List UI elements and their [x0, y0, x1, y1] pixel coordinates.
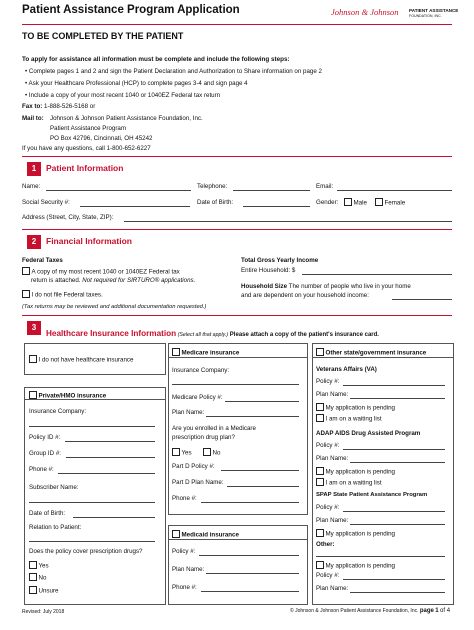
- other-heading: Other:: [316, 541, 335, 548]
- page-label: page: [419, 608, 434, 614]
- medicare-checkbox[interactable]: [172, 348, 180, 356]
- medicare-option[interactable]: [172, 348, 239, 357]
- medicaid-checkbox[interactable]: [172, 530, 180, 538]
- partd-yes-checkbox[interactable]: [172, 448, 180, 456]
- va-heading: Veterans Affairs (VA): [316, 366, 377, 373]
- va-pending-label: My application is pending: [325, 404, 395, 412]
- address-field[interactable]: [124, 221, 452, 222]
- select-all-note: (Select all that apply.): [176, 332, 229, 338]
- questions-text: If you have any questions, call 1-800-652-6227: [22, 145, 151, 152]
- adap-heading: ADAP AIDS Drug Assisted Program: [316, 430, 421, 437]
- adap-pending-option[interactable]: [316, 467, 395, 476]
- medicaid-policy-field[interactable]: [199, 555, 299, 556]
- section-number: 2: [27, 235, 41, 249]
- ssn-field[interactable]: [80, 206, 190, 207]
- medicaid-label: Medicaid insurance: [181, 531, 239, 539]
- tax-copy-label-line2: [31, 277, 195, 285]
- box-divider: [168, 357, 308, 358]
- partd-policy-field[interactable]: [221, 470, 299, 471]
- adap-plan-label: Plan Name:: [316, 455, 349, 462]
- spap-pending-label: My application is pending: [325, 530, 395, 538]
- partd-no-option[interactable]: [203, 448, 220, 457]
- telephone-label: Telephone:: [197, 183, 228, 190]
- rx-unsure-option[interactable]: [29, 586, 58, 595]
- revised-date: Revised: July 2018: [22, 609, 65, 615]
- medicare-company-field[interactable]: [172, 384, 299, 385]
- private-hmo-checkbox[interactable]: [29, 391, 37, 399]
- dob-field[interactable]: [243, 206, 310, 207]
- no-file-option[interactable]: [22, 290, 103, 299]
- page-total: of 4: [440, 608, 451, 614]
- rx-yes-option[interactable]: [29, 561, 49, 570]
- rx-yes-checkbox[interactable]: [29, 561, 37, 569]
- adap-waiting-checkbox[interactable]: [316, 478, 324, 486]
- insurance-company-field[interactable]: [29, 426, 155, 427]
- intro-step: • Ask your Healthcare Professional (HCP) to complete pages 3-4 and sign page 4: [25, 80, 248, 87]
- federal-taxes-heading: Federal Taxes: [22, 257, 63, 264]
- policy-id-label: Policy ID #:: [29, 434, 61, 441]
- brand-script: Johnson & Johnson: [331, 7, 399, 17]
- box-divider: [312, 357, 454, 358]
- spap-pending-checkbox[interactable]: [316, 529, 324, 537]
- va-plan-label: Plan Name:: [316, 391, 349, 398]
- fax-label: Fax to:: [22, 103, 43, 110]
- medicare-phone-label: Phone #:: [172, 495, 197, 502]
- household-size-line2: and are dependent on your household income:: [241, 292, 369, 299]
- private-hmo-label: Private/HMO insurance: [38, 392, 107, 400]
- subscriber-name-field[interactable]: [29, 502, 155, 503]
- mail-line: Johnson & Johnson Patient Assistance Foundation, Inc.: [50, 115, 203, 122]
- male-checkbox[interactable]: [344, 198, 352, 206]
- other-state-label: Other state/government insurance: [325, 349, 427, 357]
- private-phone-field[interactable]: [58, 473, 155, 474]
- medicare-phone-field[interactable]: [201, 502, 299, 503]
- va-policy-label: Policy #:: [316, 378, 340, 385]
- no-insurance-option[interactable]: [29, 355, 133, 364]
- copyright: © Johnson & Johnson Patient Assistance Foundation, Inc.: [290, 608, 419, 614]
- private-phone-label: Phone #:: [29, 466, 54, 473]
- partd-no-label: No: [212, 449, 221, 457]
- va-waiting-label: I am on a waiting list: [325, 415, 382, 423]
- fax-row: [22, 103, 95, 111]
- partd-plan-label: Part D Plan Name:: [172, 479, 224, 486]
- mail-label: Mail to:: [22, 115, 44, 122]
- partd-yes-option[interactable]: [172, 448, 192, 457]
- partd-question-line2: prescription drug plan?: [172, 434, 235, 441]
- ssn-label: Social Security #:: [22, 199, 70, 206]
- medicaid-option[interactable]: [172, 530, 239, 539]
- gender-male-option[interactable]: [344, 198, 367, 207]
- page-number: 1: [435, 608, 439, 614]
- adap-waiting-label: I am on a waiting list: [325, 479, 382, 487]
- tax-copy-plain: return is attached.: [31, 277, 81, 284]
- va-policy-field[interactable]: [343, 385, 445, 386]
- intro-lead: To apply for assistance all information must be complete and include the following steps:: [22, 56, 290, 63]
- email-label: Email:: [316, 183, 334, 190]
- no-insurance-label: I do not have healthcare insurance: [38, 356, 134, 364]
- female-checkbox[interactable]: [375, 198, 383, 206]
- mail-line: PO Box 42796, Cincinnati, OH 45242: [50, 135, 153, 142]
- box-divider: [168, 539, 308, 540]
- section-title: Healthcare Insurance Information: [46, 329, 177, 338]
- no-insurance-checkbox[interactable]: [29, 355, 37, 363]
- brand-line2: FOUNDATION, INC.: [409, 14, 442, 18]
- no-file-checkbox[interactable]: [22, 290, 30, 298]
- partd-no-checkbox[interactable]: [203, 448, 211, 456]
- gross-income-heading: Total Gross Yearly Income: [241, 257, 319, 264]
- subscriber-dob-label: Date of Birth:: [29, 510, 66, 517]
- name-field[interactable]: [46, 190, 191, 191]
- brand-logo: [331, 6, 459, 26]
- partd-question-line1: Are you enrolled in a Medicare: [172, 425, 256, 432]
- fax-value: 1-888-526-5168 or: [44, 103, 96, 110]
- tax-copy-italic: Not required for SIRTURO® applications.: [80, 277, 196, 284]
- rx-yes-label: Yes: [38, 562, 49, 570]
- name-label: Name:: [22, 183, 41, 190]
- partd-yes-label: Yes: [181, 449, 192, 457]
- address-label: Address (Street, City, State, ZIP):: [22, 214, 114, 221]
- other-plan-label: Plan Name:: [316, 585, 349, 592]
- telephone-field[interactable]: [233, 190, 310, 191]
- va-pending-option[interactable]: [316, 403, 395, 412]
- household-size-bold: Household Size: [241, 283, 288, 290]
- medicare-policy-label: Medicare Policy #:: [172, 394, 223, 401]
- section-title: Patient Information: [46, 163, 124, 173]
- va-waiting-checkbox[interactable]: [316, 414, 324, 422]
- other-policy-field[interactable]: [343, 579, 445, 580]
- attach-card-note: Please attach a copy of the patient's insurance card.: [228, 332, 379, 338]
- household-size-label: [241, 283, 411, 291]
- adap-policy-field[interactable]: [343, 449, 445, 450]
- insurance-company-label: Insurance Company:: [29, 408, 87, 415]
- other-field[interactable]: [316, 556, 445, 557]
- subscriber-name-label: Subscriber Name:: [29, 484, 79, 491]
- male-label: Male: [353, 199, 367, 207]
- medicare-plan-label: Plan Name:: [172, 409, 205, 416]
- gender-label: Gender:: [316, 199, 339, 206]
- section-rule: [22, 156, 452, 157]
- group-id-field[interactable]: [66, 457, 155, 458]
- spap-plan-label: Plan Name:: [316, 517, 349, 524]
- household-size-field[interactable]: [392, 299, 452, 300]
- box-divider: [24, 399, 166, 400]
- tax-copy-checkbox[interactable]: [22, 267, 30, 275]
- rx-no-label: No: [38, 574, 47, 582]
- policy-id-field[interactable]: [65, 441, 155, 442]
- adap-pending-label: My application is pending: [325, 468, 395, 476]
- page-footer-right: [290, 608, 450, 614]
- household-size-rest: The number of people who live in your home: [287, 283, 411, 290]
- spap-policy-label: Policy #:: [316, 504, 340, 511]
- other-pending-label: My application is pending: [325, 562, 395, 570]
- spap-pending-option[interactable]: [316, 529, 395, 538]
- medicaid-plan-label: Plan Name:: [172, 566, 205, 573]
- rx-unsure-label: Unsure: [38, 587, 59, 595]
- section-number: 1: [27, 162, 41, 176]
- female-label: Female: [384, 199, 406, 207]
- relation-label: Relation to Patient:: [29, 524, 82, 531]
- spap-heading: SPAP State Patient Assistance Program: [316, 492, 428, 498]
- intro-step: • Complete pages 1 and 2 and sign the Patient Declaration and Authorization to Share information on page 2: [25, 68, 322, 75]
- dob-label: Date of Birth:: [197, 199, 234, 206]
- tax-note: (Tax returns may be reviewed and additional documentation requested.): [22, 304, 207, 310]
- medicare-label: Medicare insurance: [181, 349, 240, 357]
- va-waiting-option[interactable]: [316, 414, 382, 423]
- rx-no-checkbox[interactable]: [29, 573, 37, 581]
- partd-policy-label: Part D Policy #:: [172, 463, 215, 470]
- rx-unsure-checkbox[interactable]: [29, 586, 37, 594]
- header-rule: [22, 24, 452, 25]
- gender-female-option[interactable]: [375, 198, 405, 207]
- rx-coverage-question: Does the policy cover prescription drugs?: [29, 548, 143, 555]
- medicare-policy-field[interactable]: [225, 401, 299, 402]
- medicaid-phone-field[interactable]: [201, 591, 299, 592]
- section3-heading: [46, 323, 379, 341]
- subscriber-dob-field[interactable]: [73, 517, 155, 518]
- spap-policy-field[interactable]: [343, 511, 445, 512]
- other-pending-checkbox[interactable]: [316, 561, 324, 569]
- brand-line1: PATIENT ASSISTANCE: [409, 8, 459, 13]
- medicare-plan-field[interactable]: [206, 416, 299, 417]
- spap-plan-field[interactable]: [350, 524, 445, 525]
- tax-copy-label-line1: A copy of my most recent 1040 or 1040EZ Federal tax: [31, 268, 180, 276]
- rx-no-option[interactable]: [29, 573, 46, 582]
- other-pending-option[interactable]: [316, 561, 395, 570]
- other-policy-label: Policy #:: [316, 572, 340, 579]
- medicaid-phone-label: Phone #:: [172, 584, 197, 591]
- intro-step: • Include a copy of your most recent 1040 or 1040EZ Federal tax return: [25, 92, 221, 99]
- partd-plan-field[interactable]: [227, 486, 299, 487]
- group-id-label: Group ID #:: [29, 450, 61, 457]
- other-state-option[interactable]: [316, 348, 426, 357]
- adap-pending-checkbox[interactable]: [316, 467, 324, 475]
- relation-field[interactable]: [29, 541, 155, 542]
- section-number: 3: [27, 321, 41, 335]
- other-plan-field[interactable]: [350, 592, 445, 593]
- adap-plan-field[interactable]: [350, 462, 445, 463]
- medicare-company-label: Insurance Company:: [172, 367, 230, 374]
- adap-waiting-option[interactable]: [316, 478, 382, 487]
- section-title: Financial Information: [46, 236, 132, 246]
- mail-line: Patient Assistance Program: [50, 125, 127, 132]
- section-rule: [22, 229, 452, 230]
- va-pending-checkbox[interactable]: [316, 403, 324, 411]
- intro-heading: TO BE COMPLETED BY THE PATIENT: [22, 31, 184, 41]
- no-file-label: I do not file Federal taxes.: [31, 291, 103, 299]
- email-field[interactable]: [337, 190, 452, 191]
- tax-return-copy-option[interactable]: [22, 267, 180, 276]
- page-title: Patient Assistance Program Application: [22, 4, 240, 16]
- other-state-checkbox[interactable]: [316, 348, 324, 356]
- medicaid-policy-label: Policy #:: [172, 548, 196, 555]
- household-income-field[interactable]: [302, 274, 452, 275]
- household-income-label: Entire Household: $: [241, 267, 296, 274]
- medicaid-plan-field[interactable]: [206, 573, 299, 574]
- adap-policy-label: Policy #:: [316, 442, 340, 449]
- section-rule: [22, 315, 452, 316]
- va-plan-field[interactable]: [350, 398, 445, 399]
